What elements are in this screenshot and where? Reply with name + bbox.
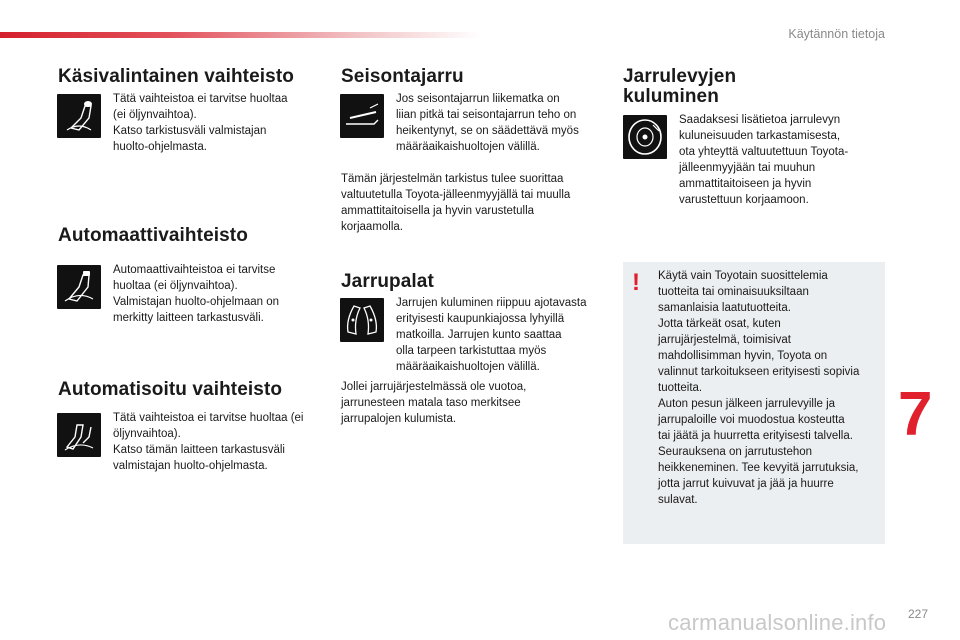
page-number: 227 bbox=[907, 607, 928, 621]
parking-brake-text-2: Tämän järjestelmän tarkistus tulee suorittaa valtuutetulla Toyota-jälleenmyyjällä tai muulla ammattitaitoisella ja hyvin varustetulla korjaamolla. bbox=[341, 173, 571, 233]
warning-exclamation-icon: ! bbox=[632, 269, 640, 296]
warning-text: Käytä vain Toyotain suosittelemia tuotteita tai ominaisuuksiltaan samanlaisia laatutuotteita. Jotta tärkeät osat, kuten jarrujärjestelmä, toimisivat mahdollisimman hyvin, Toyota on valinnut tarkoitukseen erityisesti sopivia tuotteita. Auton pesun jälkeen jarrulevyille ja jarrupaloille voi muodostua kosteutta tai jäätä ja huurretta erityisesti talvella. Seurauksena on jarrutustehon heikkeneminen. Tee kevyitä jarrutuksia, jotta jarrut kuivuvat ja jää ja huurre sulavat. bbox=[658, 270, 860, 506]
automated-gearbox-text: Tätä vaihteistoa ei tarvitse huoltaa (ei öljynvaihtoa). Katso tämän laitteen tarkastusväli valmistajan huolto-ohjelmasta. bbox=[113, 412, 304, 472]
parking-brake-lever-icon bbox=[340, 94, 384, 138]
parking-brake-heading: Seisontajarru bbox=[341, 66, 464, 87]
manual-gearshift-icon bbox=[57, 94, 101, 138]
manual-gearbox-text: Tätä vaihteistoa ei tarvitse huoltaa (ei öljynvaihtoa). Katso tarkistusväli valmistajan huolto-ohjelmasta. bbox=[113, 93, 288, 153]
chapter-number: 7 bbox=[898, 380, 933, 449]
brake-pads-text-2: Jollei jarrujärjestelmässä ole vuotoa, jarrunesteen matala taso merkitsee jarrupalojen kulumista. bbox=[341, 381, 527, 425]
brake-pads-text: Jarrujen kuluminen riippuu ajotavasta erityisesti kaupunkiajossa lyhyillä matkoilla. Jarrujen kunto saattaa olla tarpeen tarkistuttaa myös määräaikaishuoltojen välillä. bbox=[396, 297, 587, 373]
automatic-gearshift-icon bbox=[57, 265, 101, 309]
brake-discs-text: Saadaksesi lisätietoa jarrulevyn kuluneisuuden tarkastamisesta, ota yhteyttä valtuutettuun Toyota- jälleenmyyjään tai muuhun ammattitaitoiseen ja hyvin varustettuun korjaamoon. bbox=[679, 114, 849, 206]
brake-disc-icon bbox=[623, 115, 667, 159]
automatic-gearbox-text: Automaattivaihteistoa ei tarvitse huoltaa (ei öljynvaihtoa). Valmistajan huolto-ohjelmaan on merkitty laitteen tarkastusväli. bbox=[113, 264, 279, 324]
automated-gearshift-icon bbox=[57, 413, 101, 457]
automatic-gearbox-heading: Automaattivaihteisto bbox=[58, 225, 248, 246]
brake-discs-heading: Jarrulevyjen kuluminen bbox=[623, 66, 737, 107]
manual-gearbox-heading: Käsivalintainen vaihteisto bbox=[58, 66, 294, 87]
header-accent-bar bbox=[0, 32, 480, 38]
section-title: Käytännön tietoja bbox=[788, 27, 885, 41]
brake-pads-heading: Jarrupalat bbox=[341, 271, 434, 292]
parking-brake-text: Jos seisontajarrun liikematka on liian pitkä tai seisontajarrun teho on heikentynyt, se on säädettävä myös määräaikaishuoltojen välillä. bbox=[396, 93, 579, 153]
watermark: carmanualsonline.info bbox=[668, 610, 887, 635]
automated-gearbox-heading: Automatisoitu vaihteisto bbox=[58, 379, 283, 400]
brake-pads-icon bbox=[340, 298, 384, 342]
